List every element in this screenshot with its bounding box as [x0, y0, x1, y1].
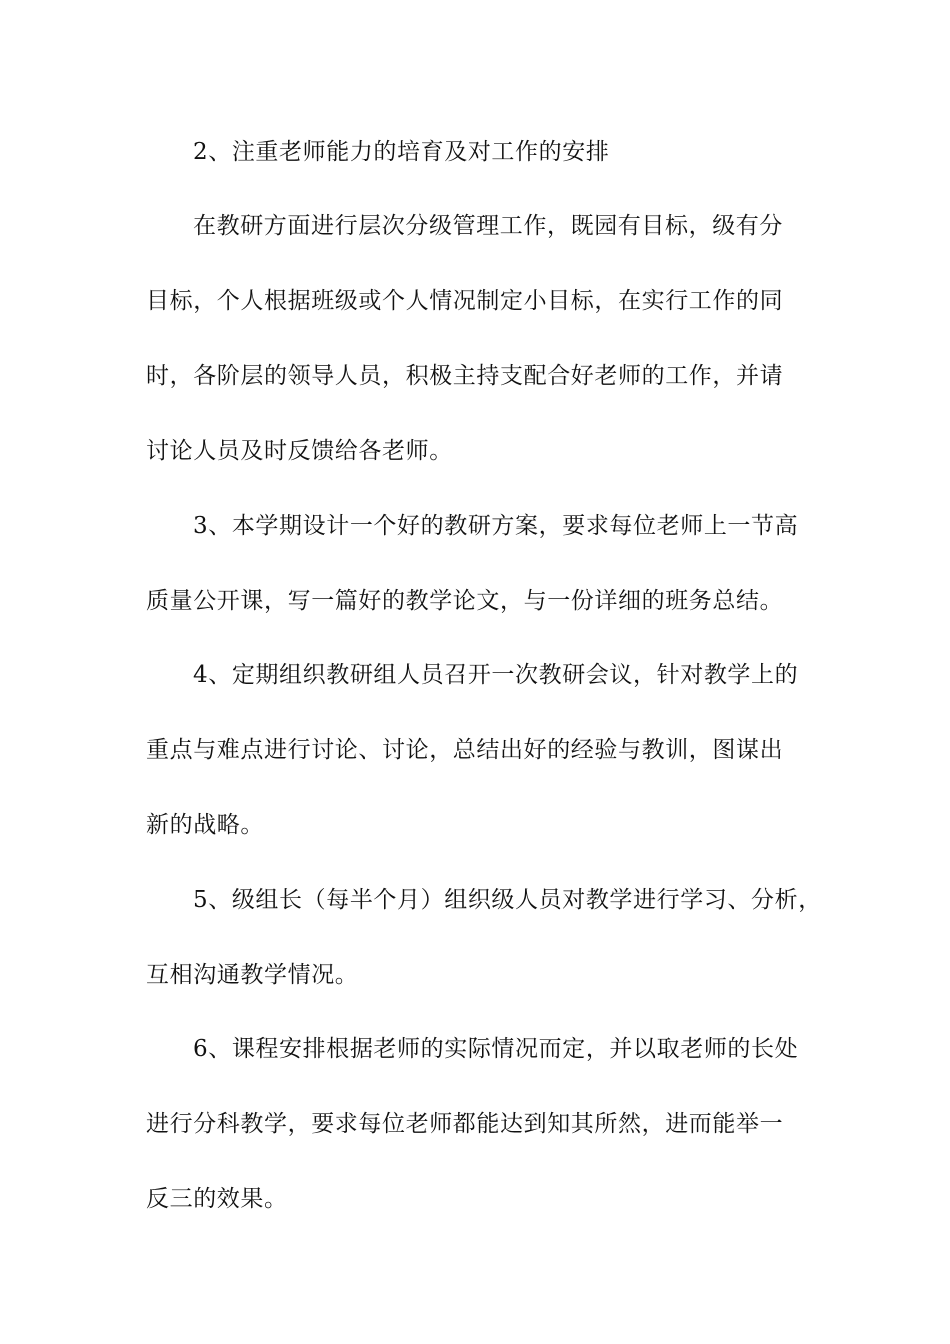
- list-item-3: 3、本学期设计一个好的教研方案，要求每位老师上一节高: [193, 513, 799, 539]
- list-item-5: 5、级组长（每半个月）组织级人员对教学进行学习、分析，: [193, 887, 822, 913]
- paragraph-line: 目标，个人根据班级或个人情况制定小目标，在实行工作的同: [146, 288, 784, 314]
- paragraph-line: 讨论人员及时反馈给各老师。: [146, 438, 453, 464]
- paragraph-line: 重点与难点进行讨论、讨论，总结出好的经验与教训，图谋出: [146, 737, 784, 763]
- list-item-6: 6、课程安排根据老师的实际情况而定，并以取老师的长处: [193, 1036, 799, 1062]
- section-heading-2: 2、注重老师能力的培育及对工作的安排: [193, 139, 610, 165]
- paragraph-line: 在教研方面进行层次分级管理工作，既园有目标，级有分: [193, 213, 783, 239]
- list-item-4: 4、定期组织教研组人员召开一次教研会议，针对教学上的: [193, 662, 799, 688]
- paragraph-line: 时，各阶层的领导人员，积极主持支配合好老师的工作，并请: [146, 363, 784, 389]
- paragraph-line: 进行分科教学，要求每位老师都能达到知其所然，进而能举一: [146, 1111, 784, 1137]
- paragraph-line: 新的战略。: [146, 812, 264, 838]
- paragraph-line: 反三的效果。: [146, 1186, 288, 1212]
- paragraph-line: 质量公开课，写一篇好的教学论文，与一份详细的班务总结。: [146, 588, 784, 614]
- paragraph-line: 互相沟通教学情况。: [146, 962, 359, 988]
